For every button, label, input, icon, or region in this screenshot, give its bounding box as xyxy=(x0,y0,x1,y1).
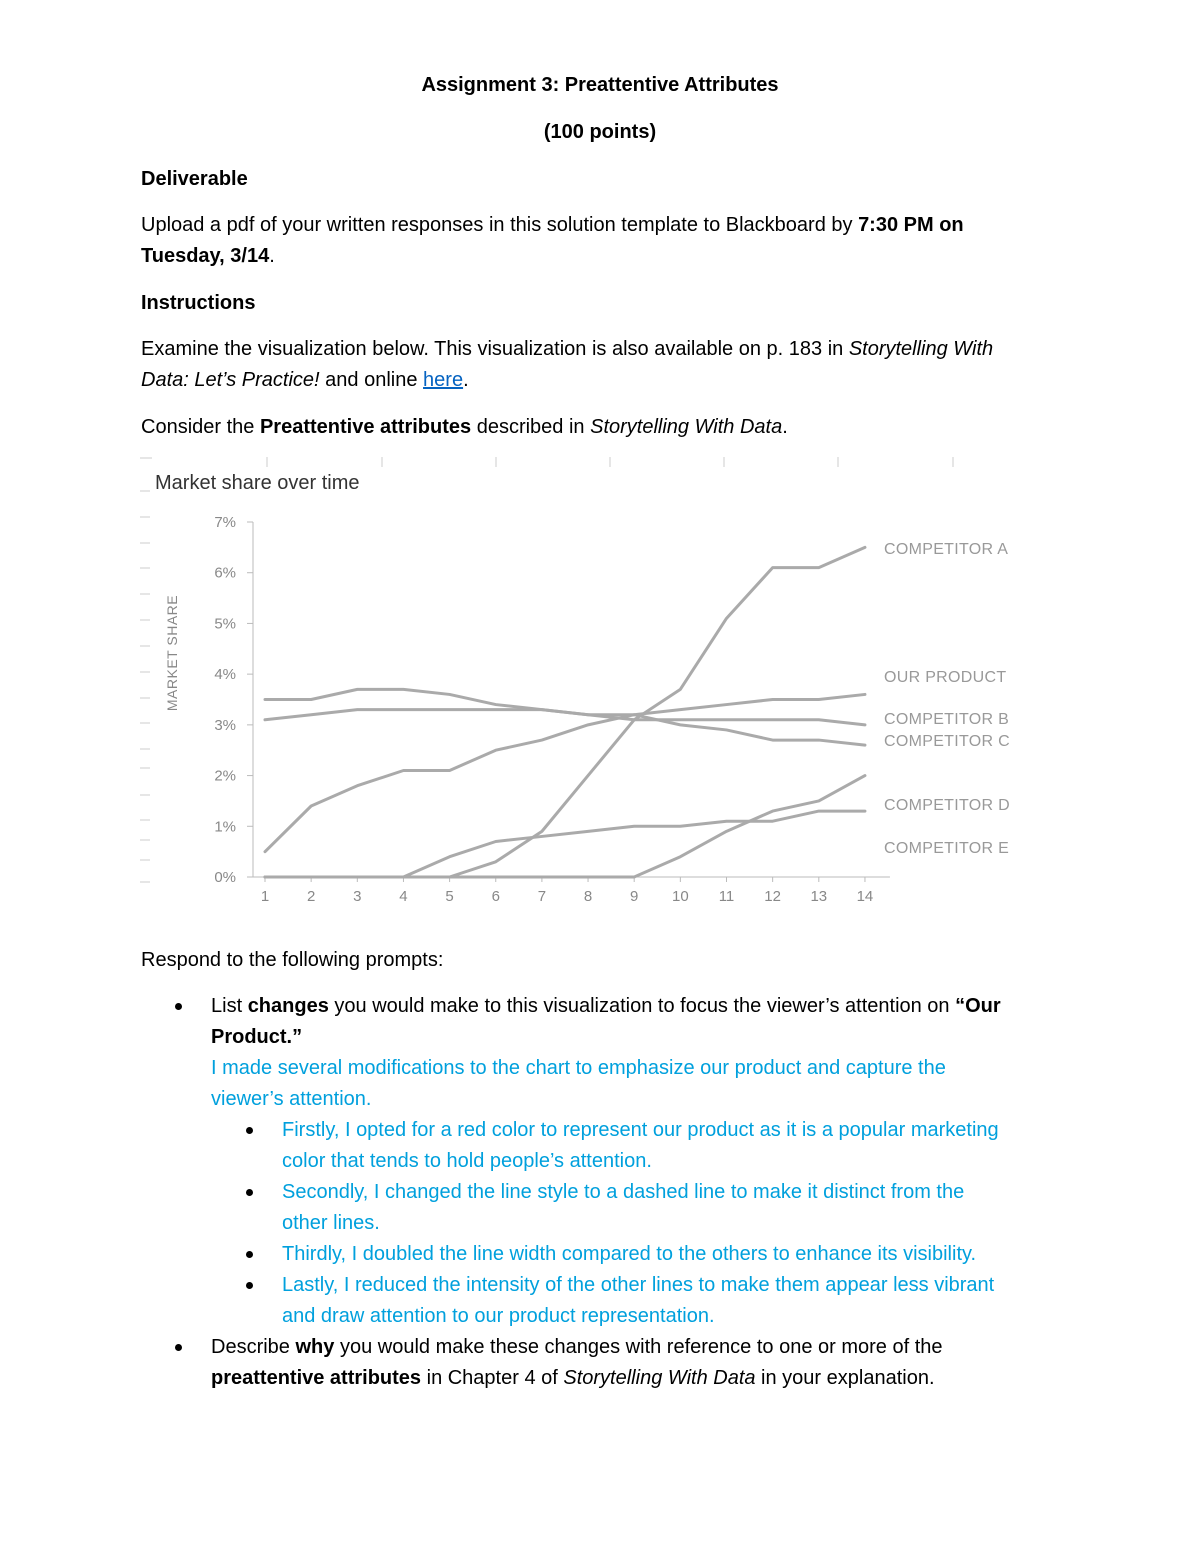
deliverable-text: Upload a pdf of your written responses in this solution template to Blackboard by xyxy=(141,214,859,236)
consider-bold: Preattentive attributes xyxy=(259,416,472,438)
data-point xyxy=(818,810,820,812)
prompt-1-line-1 xyxy=(211,991,1001,1022)
prompt-2-line-2 xyxy=(211,1363,935,1394)
answer-item-2-line-2: other lines. xyxy=(282,1212,380,1234)
consider-text: Consider the xyxy=(141,416,260,438)
x-tick-label: 9 xyxy=(630,888,639,905)
data-point xyxy=(818,800,820,802)
series-lines xyxy=(264,547,866,878)
data-point xyxy=(633,825,635,827)
market-share-chart xyxy=(130,450,1070,910)
data-point xyxy=(587,724,589,726)
prompt-text: List xyxy=(211,995,248,1017)
data-point xyxy=(818,719,820,721)
prompt-text-2: you would make to this visualization to focus the viewer’s attention on xyxy=(328,995,956,1017)
data-point xyxy=(264,851,266,853)
prompt-text-2: you would make these changes with reference to one or more of the xyxy=(334,1336,943,1358)
y-tick-label: 6% xyxy=(214,564,236,582)
data-point xyxy=(541,836,543,838)
data-point xyxy=(772,719,774,721)
assignment-title: Assignment 3: Preattentive Attributes xyxy=(421,74,779,96)
data-point xyxy=(633,714,635,716)
series-line-our-product xyxy=(265,694,865,719)
bullet-icon xyxy=(175,1003,182,1010)
data-point xyxy=(357,689,359,691)
consider-text-2: described in xyxy=(471,416,591,438)
data-point xyxy=(864,694,866,696)
data-point xyxy=(403,689,405,691)
data-point xyxy=(864,810,866,812)
data-point xyxy=(495,709,497,711)
data-point xyxy=(449,876,451,878)
deadline-time: 7:30 PM on xyxy=(858,214,964,236)
answer-item-1-line-2: color that tends to hold people’s attention. xyxy=(282,1150,652,1172)
data-point xyxy=(633,719,635,721)
prompt-2-line-1 xyxy=(211,1332,943,1363)
y-tick-label: 7% xyxy=(214,514,236,531)
series-label: OUR PRODUCT xyxy=(884,669,1007,686)
data-point xyxy=(264,876,266,878)
series-label: COMPETITOR A xyxy=(884,541,1009,558)
bullet-icon xyxy=(246,1189,253,1196)
data-point xyxy=(818,739,820,741)
bullet-icon xyxy=(175,1344,182,1351)
data-point xyxy=(864,724,866,726)
y-tick-label: 3% xyxy=(214,716,236,734)
y-tick-label: 0% xyxy=(214,869,236,886)
deadline-date: Tuesday, 3/14 xyxy=(141,245,270,267)
data-point xyxy=(680,724,682,726)
instructions-heading: Instructions xyxy=(141,292,256,314)
prompt-bold: changes xyxy=(247,995,329,1017)
data-point xyxy=(541,709,543,711)
y-tick-label: 1% xyxy=(214,818,236,836)
data-point xyxy=(633,876,635,878)
data-point xyxy=(541,739,543,741)
data-point xyxy=(680,856,682,858)
series-line-competitor-d xyxy=(265,811,865,877)
data-point xyxy=(403,709,405,711)
data-point xyxy=(726,831,728,833)
chart-decor xyxy=(140,457,953,882)
data-point xyxy=(449,694,451,696)
data-point xyxy=(495,749,497,751)
data-point xyxy=(680,709,682,711)
data-point xyxy=(772,567,774,569)
answer-intro-line-2: viewer’s attention. xyxy=(211,1088,372,1110)
data-point xyxy=(310,805,312,807)
data-point xyxy=(264,719,266,721)
data-point xyxy=(864,547,866,549)
data-point xyxy=(726,729,728,731)
data-point xyxy=(680,719,682,721)
x-tick-label: 6 xyxy=(491,888,500,905)
data-point xyxy=(403,876,405,878)
data-point xyxy=(680,825,682,827)
answer-item-3-line-1: Thirdly, I doubled the line width compared to the others to enhance its visibility. xyxy=(282,1243,977,1265)
data-point xyxy=(772,810,774,812)
answer-item-4-line-1: Lastly, I reduced the intensity of the other lines to make them appear less vibrant xyxy=(282,1274,995,1296)
data-point xyxy=(772,739,774,741)
data-point xyxy=(726,719,728,721)
examine-line-1 xyxy=(141,334,993,365)
data-point xyxy=(587,831,589,833)
prompt-text-3: in Chapter 4 of xyxy=(421,1367,564,1389)
data-point xyxy=(495,704,497,706)
data-point xyxy=(310,714,312,716)
examine-text-2: and online xyxy=(319,369,424,391)
book-title: Storytelling With Data xyxy=(590,416,783,438)
answer-intro-line-1: I made several modifications to the chart to emphasize our product and capture the xyxy=(211,1057,946,1079)
deliverable-heading: Deliverable xyxy=(141,168,248,190)
data-point xyxy=(726,618,728,620)
data-point xyxy=(264,699,266,701)
x-tick-label: 13 xyxy=(810,888,828,905)
y-axis-label: MARKET SHARE xyxy=(164,594,180,712)
answer-item-1-line-1: Firstly, I opted for a red color to represent our product as it is a popular marketing xyxy=(282,1119,999,1141)
data-point xyxy=(772,820,774,822)
series-label: COMPETITOR C xyxy=(884,733,1010,750)
data-point xyxy=(357,785,359,787)
data-point xyxy=(864,744,866,746)
series-line-competitor-b xyxy=(265,689,865,725)
x-tick-label: 8 xyxy=(583,888,593,905)
data-point xyxy=(403,770,405,772)
bullet-icon xyxy=(246,1282,253,1289)
y-tick-label: 5% xyxy=(214,615,236,633)
prompt-text: Describe xyxy=(211,1336,296,1358)
data-point xyxy=(587,876,589,878)
respond-heading: Respond to the following prompts: xyxy=(141,949,444,971)
book-title: Storytelling With xyxy=(848,338,994,360)
data-point xyxy=(357,876,359,878)
prompt-text-4: in your explanation. xyxy=(755,1367,935,1389)
book-title: Storytelling With Data xyxy=(563,1367,756,1389)
data-point xyxy=(449,709,451,711)
series-label: COMPETITOR D xyxy=(884,797,1010,814)
data-point xyxy=(587,775,589,777)
x-tick-label: 7 xyxy=(537,888,547,905)
x-tick-label: 4 xyxy=(399,888,408,905)
prompt-1-line-2: Product.” xyxy=(211,1026,303,1048)
period: . xyxy=(269,245,275,267)
x-tick-label: 11 xyxy=(718,888,735,905)
here-link[interactable]: here xyxy=(423,369,464,391)
series-line-competitor-c xyxy=(265,715,865,852)
examine-text: Examine the visualization below. This visualization is also available on p. 183 in xyxy=(141,338,849,360)
data-point xyxy=(357,709,359,711)
y-tick-label: 2% xyxy=(214,767,236,785)
consider-line xyxy=(141,412,788,443)
examine-line-2 xyxy=(141,365,469,396)
data-point xyxy=(310,876,312,878)
prompt-quote: “Our xyxy=(955,995,1001,1017)
chart-title: Market share over time xyxy=(155,472,360,494)
deliverable-line-2 xyxy=(141,241,275,272)
data-point xyxy=(449,770,451,772)
data-point xyxy=(495,861,497,863)
answer-item-2-line-1: Secondly, I changed the line style to a dashed line to make it distinct from the xyxy=(282,1181,965,1203)
data-point xyxy=(541,831,543,833)
data-point xyxy=(818,699,820,701)
y-tick-label: 4% xyxy=(214,666,236,684)
x-tick-label: 12 xyxy=(764,888,781,905)
bullet-icon xyxy=(246,1251,253,1258)
x-tick-label: 10 xyxy=(672,888,689,905)
data-point xyxy=(772,699,774,701)
data-point xyxy=(680,689,682,691)
prompt-bold: why xyxy=(295,1336,335,1358)
x-tick-label: 1 xyxy=(260,888,270,905)
prompt-bold-2: preattentive attributes xyxy=(211,1367,422,1389)
x-tick-label: 14 xyxy=(856,888,874,905)
series-line-competitor-e xyxy=(265,776,865,877)
period: . xyxy=(463,369,469,391)
data-point xyxy=(726,704,728,706)
answer-item-4-line-2: and draw attention to our product representation. xyxy=(282,1305,715,1327)
data-point xyxy=(587,714,589,716)
data-point xyxy=(726,820,728,822)
data-point xyxy=(310,699,312,701)
points-label: (100 points) xyxy=(543,121,657,143)
book-title-cont: Data: Let’s Practice! xyxy=(141,369,320,391)
series-label: COMPETITOR E xyxy=(884,840,1010,857)
series-labels xyxy=(884,541,1010,857)
x-tick-label: 2 xyxy=(306,888,316,905)
series-label: COMPETITOR B xyxy=(884,711,1010,728)
x-tick-label: 3 xyxy=(353,888,362,905)
period: . xyxy=(782,416,788,438)
data-point xyxy=(495,841,497,843)
data-point xyxy=(541,876,543,878)
data-point xyxy=(495,876,497,878)
data-point xyxy=(864,775,866,777)
x-tick-label: 5 xyxy=(445,888,454,905)
deliverable-line-1 xyxy=(141,210,964,241)
bullet-icon xyxy=(246,1127,253,1134)
data-point xyxy=(818,567,820,569)
data-point xyxy=(449,856,451,858)
